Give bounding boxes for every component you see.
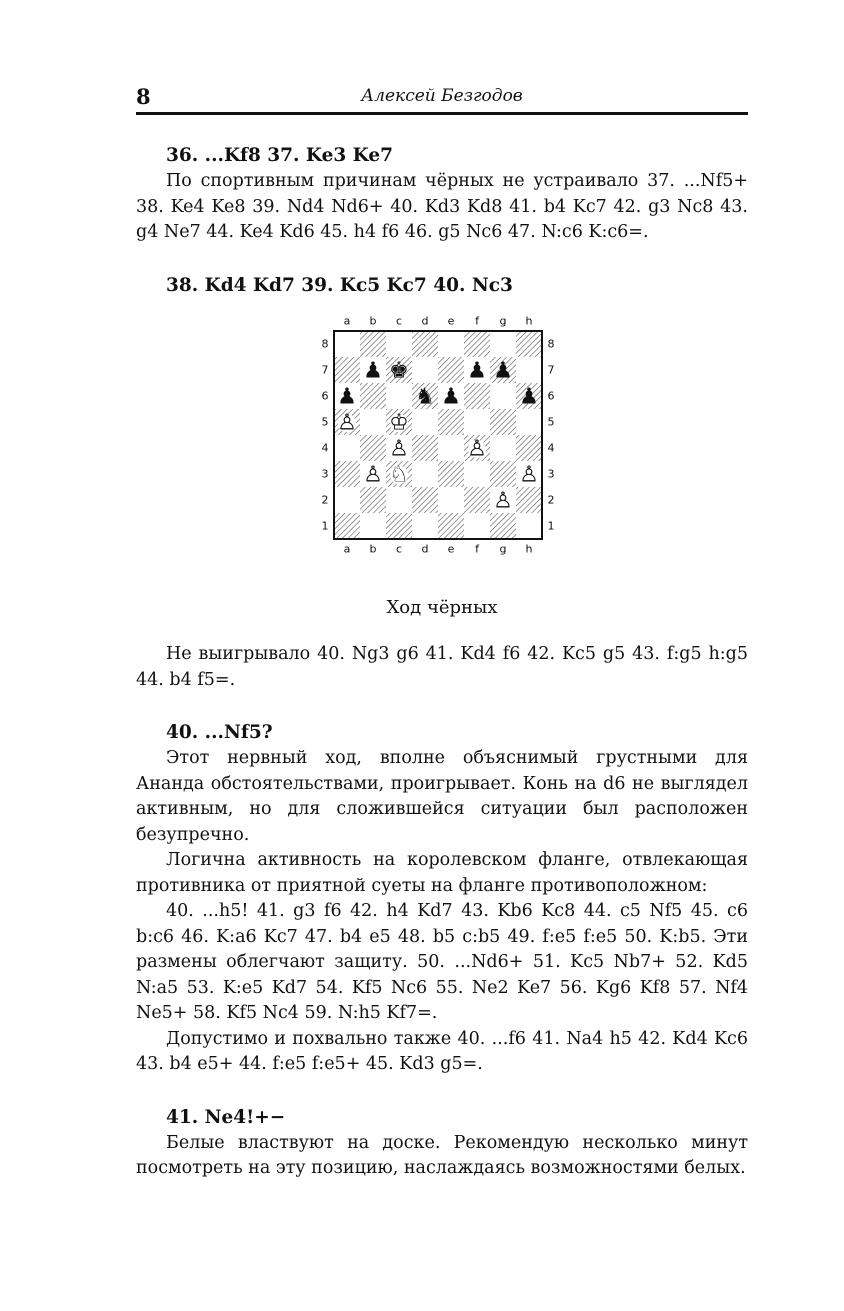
square-d3 (412, 461, 438, 487)
square-h4 (516, 435, 542, 461)
piece-white-b3: ♙ (363, 462, 383, 487)
file-label-top-h: h (525, 314, 533, 327)
rank-label-right-1: 1 (547, 519, 555, 532)
piece-black-e6: ♟ (441, 384, 461, 409)
square-a8 (334, 331, 360, 357)
square-h7 (516, 357, 542, 383)
square-f5 (464, 409, 490, 435)
file-label-bottom-h: h (525, 542, 533, 555)
square-b6 (360, 383, 386, 409)
rank-label-left-4: 4 (321, 441, 329, 454)
rank-label-left-1: 1 (321, 519, 329, 532)
square-f1 (464, 513, 490, 539)
square-b5 (360, 409, 386, 435)
piece-black-d6: ♞ (415, 384, 435, 409)
piece-white-c5: ♔ (389, 410, 409, 435)
paragraph-7: Белые властвуют на доске. Рекомендую несколько минут посмотреть на эту позицию, наслаждаясь возможностями белых. (136, 1132, 748, 1178)
rank-label-left-5: 5 (321, 415, 329, 428)
file-label-bottom-f: f (475, 542, 479, 555)
square-b8 (360, 331, 386, 357)
square-e4 (438, 435, 464, 461)
square-b1 (360, 513, 386, 539)
square-d1 (412, 513, 438, 539)
square-f3 (464, 461, 490, 487)
square-g4 (490, 435, 516, 461)
paragraph-1: По спортивным причинам чёрных не устраивало 37. ...Nf5+ 38. Ke4 Ke8 39. Nd4 Nd6+ 40. Kd3 Kd8 41. b4 Kc7 42. g3 Nc8 43. g4 Ne7 44. Ke4 Kd6 45. h4 f6 46. g5 Nc6 47. N:c6 K:c6=. (136, 171, 748, 242)
square-h5 (516, 409, 542, 435)
square-d8 (412, 331, 438, 357)
square-c1 (386, 513, 412, 539)
chess-board (136, 303, 748, 565)
square-a4 (334, 435, 360, 461)
square-b2 (360, 487, 386, 513)
page-number: 8 (136, 84, 151, 109)
file-label-top-e: e (447, 314, 455, 327)
piece-black-f7: ♟ (467, 358, 487, 383)
square-c8 (386, 331, 412, 357)
square-e3 (438, 461, 464, 487)
piece-white-a5: ♙ (337, 410, 357, 435)
square-g8 (490, 331, 516, 357)
rank-label-right-8: 8 (547, 337, 555, 350)
section-heading-2: 38. Kd4 Kd7 39. Kc5 Kc7 40. Nc3 (166, 274, 513, 296)
piece-white-c4: ♙ (389, 436, 409, 461)
file-label-top-f: f (475, 314, 479, 327)
paragraph-4: Логична активность на королевском фланге, отвлекающая противника от приятной суеты на фланге противоположном: (136, 850, 748, 896)
rank-label-right-6: 6 (547, 389, 555, 402)
square-c6 (386, 383, 412, 409)
paragraph-6: Допустимо и похвально также 40. ...f6 41. Na4 h5 42. Kd4 Kc6 43. b4 e5+ 44. f:e5 f:e5+ 45. Kd3 g5=. (136, 1028, 748, 1074)
square-f2 (464, 487, 490, 513)
square-d7 (412, 357, 438, 383)
file-label-bottom-e: e (447, 542, 455, 555)
section-heading-4: 41. Ne4!+− (166, 1106, 286, 1128)
square-h1 (516, 513, 542, 539)
file-label-top-d: d (421, 314, 429, 327)
piece-white-g2: ♙ (493, 488, 513, 513)
file-label-bottom-b: b (369, 542, 377, 555)
square-g1 (490, 513, 516, 539)
rank-label-right-5: 5 (547, 415, 555, 428)
piece-black-g7: ♟ (493, 358, 513, 383)
file-label-top-g: g (499, 314, 507, 327)
square-g5 (490, 409, 516, 435)
square-b4 (360, 435, 386, 461)
piece-black-b7: ♟ (363, 358, 383, 383)
chess-diagram (136, 303, 748, 595)
square-f6 (464, 383, 490, 409)
square-e2 (438, 487, 464, 513)
square-a3 (334, 461, 360, 487)
file-label-top-a: a (343, 314, 351, 327)
file-label-bottom-g: g (499, 542, 507, 555)
piece-white-h3: ♙ (519, 462, 539, 487)
file-label-top-c: c (395, 314, 403, 327)
section-heading-3: 40. ...Nf5? (166, 722, 273, 743)
square-a1 (334, 513, 360, 539)
header-rule (136, 112, 748, 115)
paragraph-2: Не выигрывало 40. Ng3 g6 41. Kd4 f6 42. Kc5 g5 43. f:g5 h:g5 44. b4 f5=. (136, 644, 748, 690)
piece-white-f4: ♙ (467, 436, 487, 461)
page-content (136, 138, 748, 1182)
section-heading-1: 36. ...Kf8 37. Ke3 Ke7 (166, 145, 393, 166)
paragraph-3: Этот нервный ход, вполне объяснимый грустными для Ананда обстоятельствами, проигрывает. Конь на d6 не выглядел активным, но для сложившейся ситуации был расположен безупречно. (136, 748, 748, 845)
rank-label-left-8: 8 (321, 337, 329, 350)
file-label-bottom-c: c (395, 542, 403, 555)
rank-label-left-2: 2 (321, 493, 329, 506)
rank-label-left-6: 6 (321, 389, 329, 402)
piece-black-h6: ♟ (519, 384, 539, 409)
square-d5 (412, 409, 438, 435)
square-e5 (438, 409, 464, 435)
file-label-bottom-d: d (421, 542, 429, 555)
square-f8 (464, 331, 490, 357)
piece-black-c7: ♚ (389, 358, 409, 383)
square-g3 (490, 461, 516, 487)
square-d2 (412, 487, 438, 513)
piece-black-a6: ♟ (337, 384, 357, 409)
square-d4 (412, 435, 438, 461)
diagram-caption: Ход чёрных (386, 596, 498, 618)
square-a2 (334, 487, 360, 513)
square-c2 (386, 487, 412, 513)
square-e7 (438, 357, 464, 383)
rank-label-right-3: 3 (547, 467, 555, 480)
piece-white-c3: ♘ (389, 462, 409, 487)
square-a7 (334, 357, 360, 383)
rank-label-left-7: 7 (321, 363, 329, 376)
square-h2 (516, 487, 542, 513)
rank-label-right-2: 2 (547, 493, 555, 506)
file-label-top-b: b (369, 314, 377, 327)
paragraph-5: 40. ...h5! 41. g3 f6 42. h4 Kd7 43. Kb6 Kc8 44. c5 Nf5 45. c6 b:c6 46. K:a6 Kc7 47. b4 e5 48. b5 c:b5 49. f:e5 f:e5 50. K:b5. Эти размены облегчают защиту. 50. ...Nd6+ 51. Kc5 Nb7+ 52. Kd5 N:a5 53. K:e5 Kd7 54. Kf5 Nc6 55. Ne2 Ke7 56. Kg6 Kf8 57. Nf4 Ne5+ 58. Kf5 Nc4 59. N:h5 Kf7=. (136, 901, 748, 1023)
square-e1 (438, 513, 464, 539)
square-g6 (490, 383, 516, 409)
rank-label-right-7: 7 (547, 363, 555, 376)
rank-label-left-3: 3 (321, 467, 329, 480)
rank-label-right-4: 4 (547, 441, 555, 454)
square-h8 (516, 331, 542, 357)
running-head-author: Алексей Безгодов (361, 86, 523, 106)
file-label-bottom-a: a (343, 542, 351, 555)
square-e8 (438, 331, 464, 357)
